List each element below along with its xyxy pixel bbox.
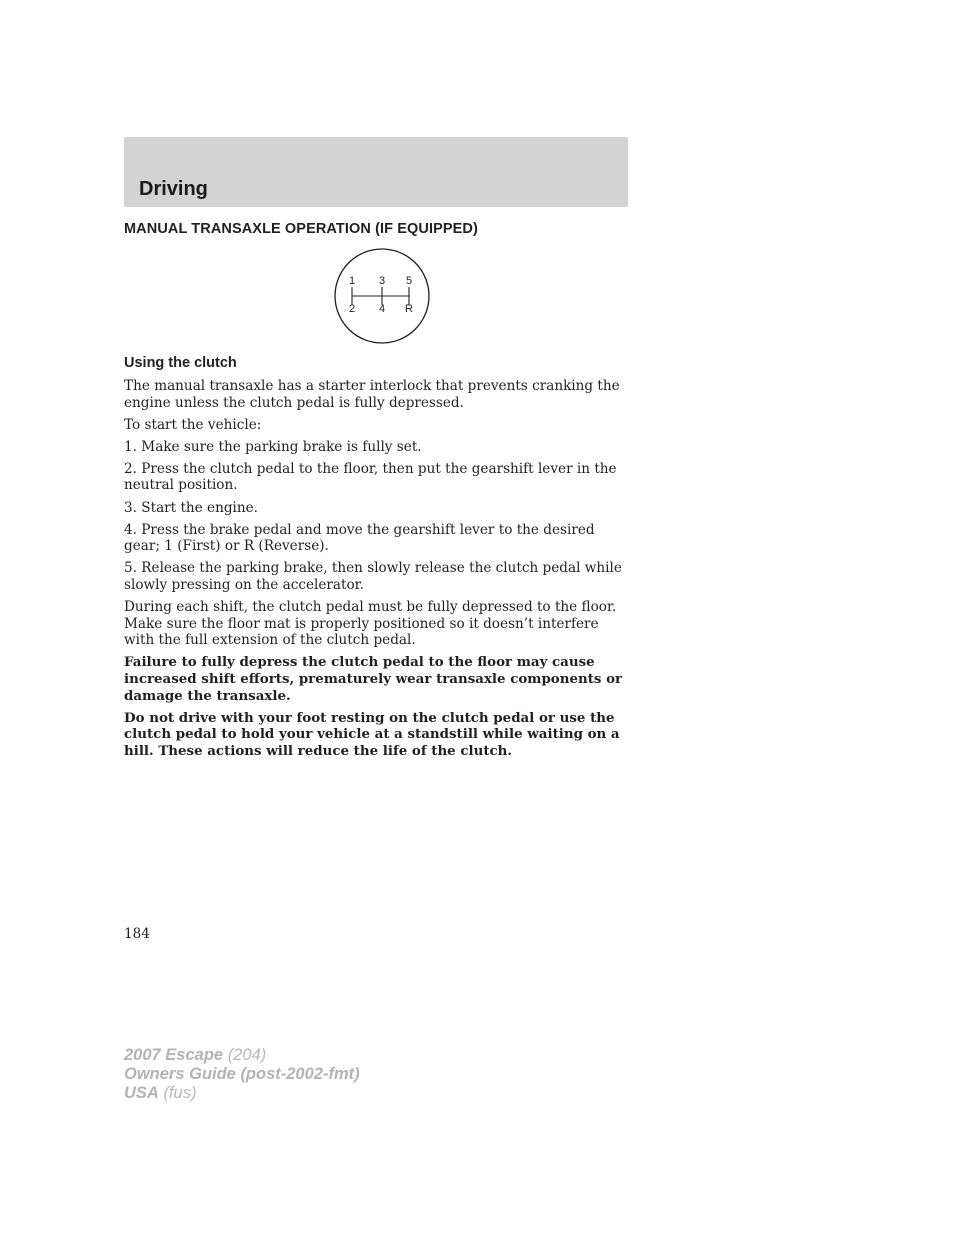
page-number: 184 (124, 926, 150, 942)
gear-label-4: 4 (378, 303, 386, 315)
footer-model: 2007 Escape (124, 1046, 224, 1064)
step-1: 1. Make sure the parking brake is fully set. (124, 438, 422, 455)
document-footer (124, 1046, 360, 1103)
gear-label-3: 3 (378, 275, 386, 287)
step-4: 4. Press the brake pedal and move the gearshift lever to the desired gear; 1 (First) or R (Reverse). (124, 521, 595, 555)
gear-shift-pattern-diagram (333, 247, 431, 345)
subheading-using-clutch: Using the clutch (124, 355, 237, 371)
paragraph-start-intro: To start the vehicle: (124, 416, 262, 433)
warning-foot-resting: Do not drive with your foot resting on the clutch pedal or use the clutch pedal to hold your vehicle at a standstill while waiting on a hill. These actions will reduce the life of the clutch. (124, 709, 620, 759)
warning-depress-clutch: Failure to fully depress the clutch pedal to the floor may cause increased shift efforts, prematurely wear transaxle components or damage the transaxle. (124, 654, 623, 704)
footer-market-code: (fus) (163, 1084, 197, 1102)
body-text (124, 378, 630, 765)
section-title: MANUAL TRANSAXLE OPERATION (IF EQUIPPED) (124, 221, 478, 237)
gear-label-5: 5 (405, 275, 413, 287)
footer-market: USA (124, 1084, 159, 1102)
footer-model-code: (204) (227, 1046, 267, 1064)
gear-label-1: 1 (348, 275, 356, 287)
footer-line-3 (124, 1084, 360, 1103)
paragraph-shift-note: During each shift, the clutch pedal must be fully depressed to the floor. Make sure the floor mat is properly positioned so it doesn’t interfere with the full extension of the clutch pedal. (124, 599, 617, 649)
section-header-band (124, 137, 628, 207)
footer-line-1 (124, 1046, 360, 1065)
step-5: 5. Release the parking brake, then slowly release the clutch pedal while slowly pressing on the accelerator. (124, 560, 622, 593)
gear-label-2: 2 (348, 303, 356, 315)
paragraph-interlock: The manual transaxle has a starter interlock that prevents cranking the engine unless the clutch pedal is fully depressed. (124, 378, 620, 411)
footer-guide-name: Owners Guide (post-2002-fmt) (124, 1065, 360, 1083)
step-2: 2. Press the clutch pedal to the floor, then put the gearshift lever in the neutral position. (124, 460, 617, 494)
gear-label-reverse: R (405, 303, 413, 315)
step-3: 3. Start the engine. (124, 499, 259, 516)
chapter-title: Driving (139, 178, 208, 200)
footer-line-2 (124, 1065, 360, 1084)
